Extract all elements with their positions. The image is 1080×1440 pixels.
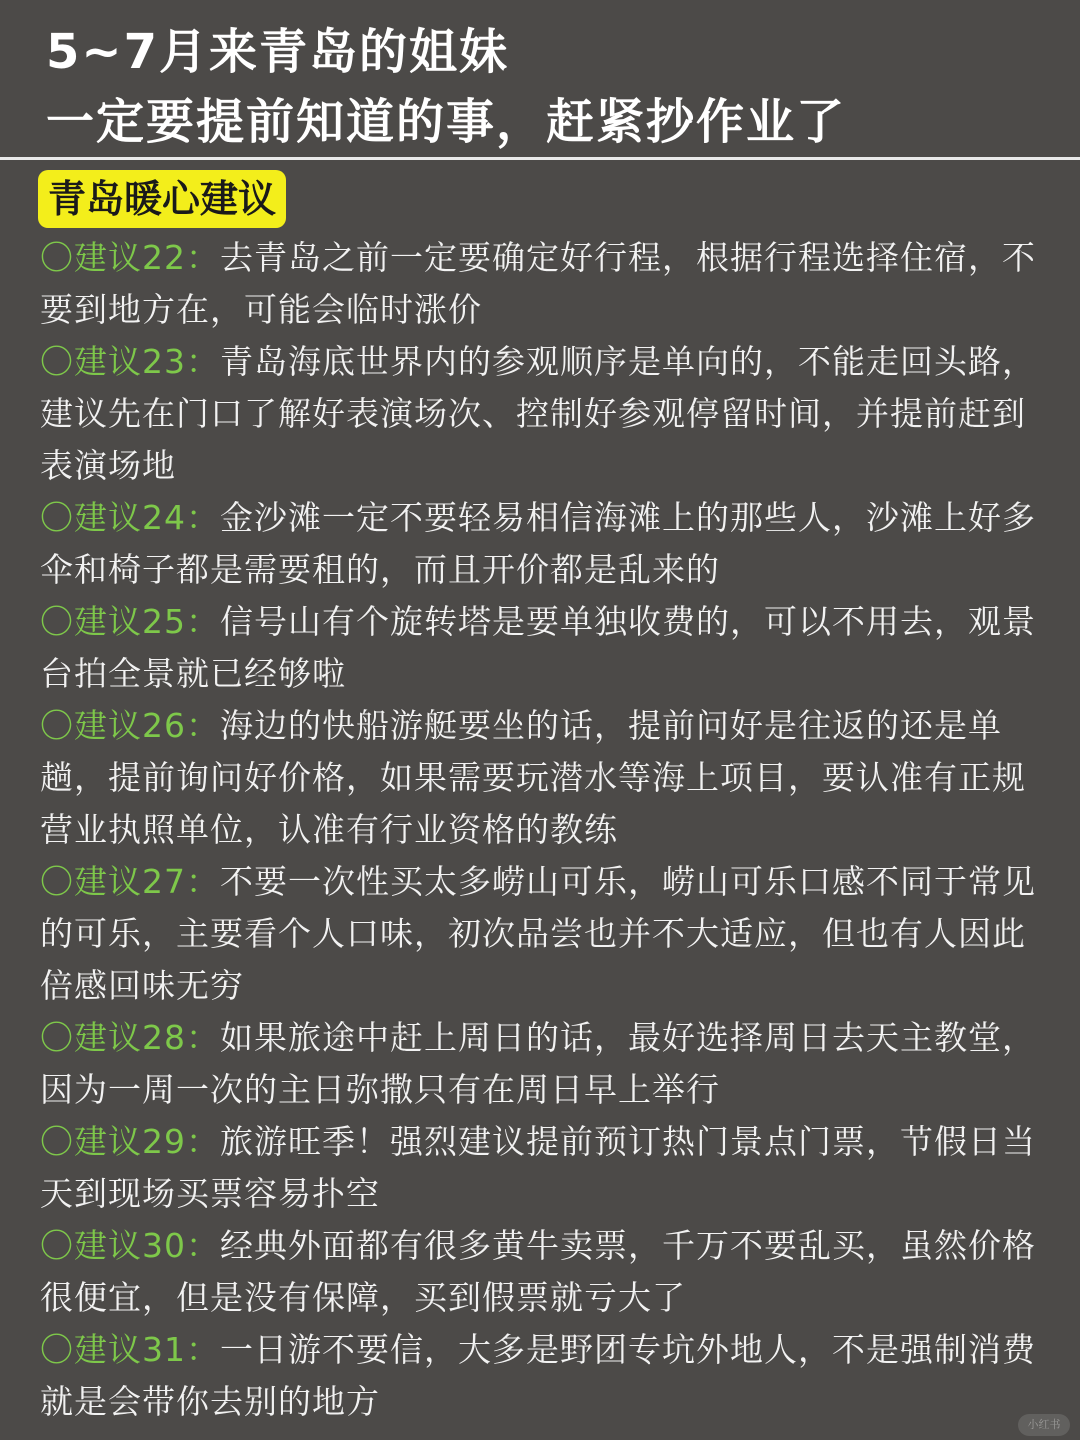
tip-text: 经典外面都有很多黄牛卖票，千万不要乱买，虽然价格很便宜，但是没有保障，买到假票就亏大了 — [40, 1226, 1036, 1317]
tip-text: 旅游旺季！强烈建议提前预订热门景点门票，节假日当天到现场买票容易扑空 — [40, 1122, 1036, 1213]
tip-text: 去青岛之前一定要确定好行程，根据行程选择住宿，不要到地方在，可能会临时涨价 — [40, 238, 1036, 329]
tip-text: 青岛海底世界内的参观顺序是单向的，不能走回头路，建议先在门口了解好表演场次、控制好参观停留时间，并提前赶到表演场地 — [40, 342, 1036, 485]
tip-item — [40, 1220, 1040, 1324]
tip-item — [40, 1324, 1040, 1428]
tip-text: 海边的快船游艇要坐的话，提前问好是往返的还是单趟，提前询问好价格，如果需要玩潜水等海上项目，要认准有正规营业执照单位，认准有行业资格的教练 — [40, 706, 1026, 849]
tip-item — [40, 1116, 1040, 1220]
tip-item — [40, 232, 1040, 336]
tip-label: 〇建议29： — [40, 1122, 220, 1161]
page-title-line-1: 5~7月来青岛的姐妹 — [46, 24, 510, 80]
tip-text: 信号山有个旋转塔是要单独收费的，可以不用去，观景台拍全景就已经够啦 — [40, 602, 1036, 693]
tip-item — [40, 856, 1040, 1012]
tip-item — [40, 336, 1040, 492]
tip-text: 一日游不要信，大多是野团专坑外地人，不是强制消费就是会带你去别的地方 — [40, 1330, 1036, 1421]
tip-item — [40, 700, 1040, 856]
tip-label: 〇建议24： — [40, 498, 220, 537]
tip-text: 如果旅途中赶上周日的话，最好选择周日去天主教堂，因为一周一次的主日弥撒只有在周日早上举行 — [40, 1018, 1036, 1109]
tip-item — [40, 596, 1040, 700]
tip-item — [40, 492, 1040, 596]
tip-label: 〇建议22： — [40, 238, 220, 277]
page-title-line-2: 一定要提前知道的事，赶紧抄作业了 — [46, 94, 847, 150]
tip-label: 〇建议28： — [40, 1018, 220, 1057]
tip-label: 〇建议26： — [40, 706, 220, 745]
tip-label: 〇建议23： — [40, 342, 220, 381]
tip-label: 〇建议25： — [40, 602, 220, 641]
tip-label: 〇建议30： — [40, 1226, 220, 1265]
header-divider — [0, 157, 1080, 160]
tip-text: 金沙滩一定不要轻易相信海滩上的那些人，沙滩上好多伞和椅子都是需要租的，而且开价都是乱来的 — [40, 498, 1036, 589]
tip-text: 不要一次性买太多崂山可乐，崂山可乐口感不同于常见的可乐，主要看个人口味，初次品尝也并不大适应，但也有人因此倍感回味无穷 — [40, 862, 1036, 1005]
tip-item — [40, 1012, 1040, 1116]
header — [0, 0, 1080, 158]
tips-list — [40, 232, 1040, 1428]
watermark-logo: 小红书 — [1018, 1414, 1070, 1436]
tip-label: 〇建议27： — [40, 862, 220, 901]
section-badge: 青岛暖心建议 — [38, 170, 286, 228]
tip-label: 〇建议31： — [40, 1330, 220, 1369]
